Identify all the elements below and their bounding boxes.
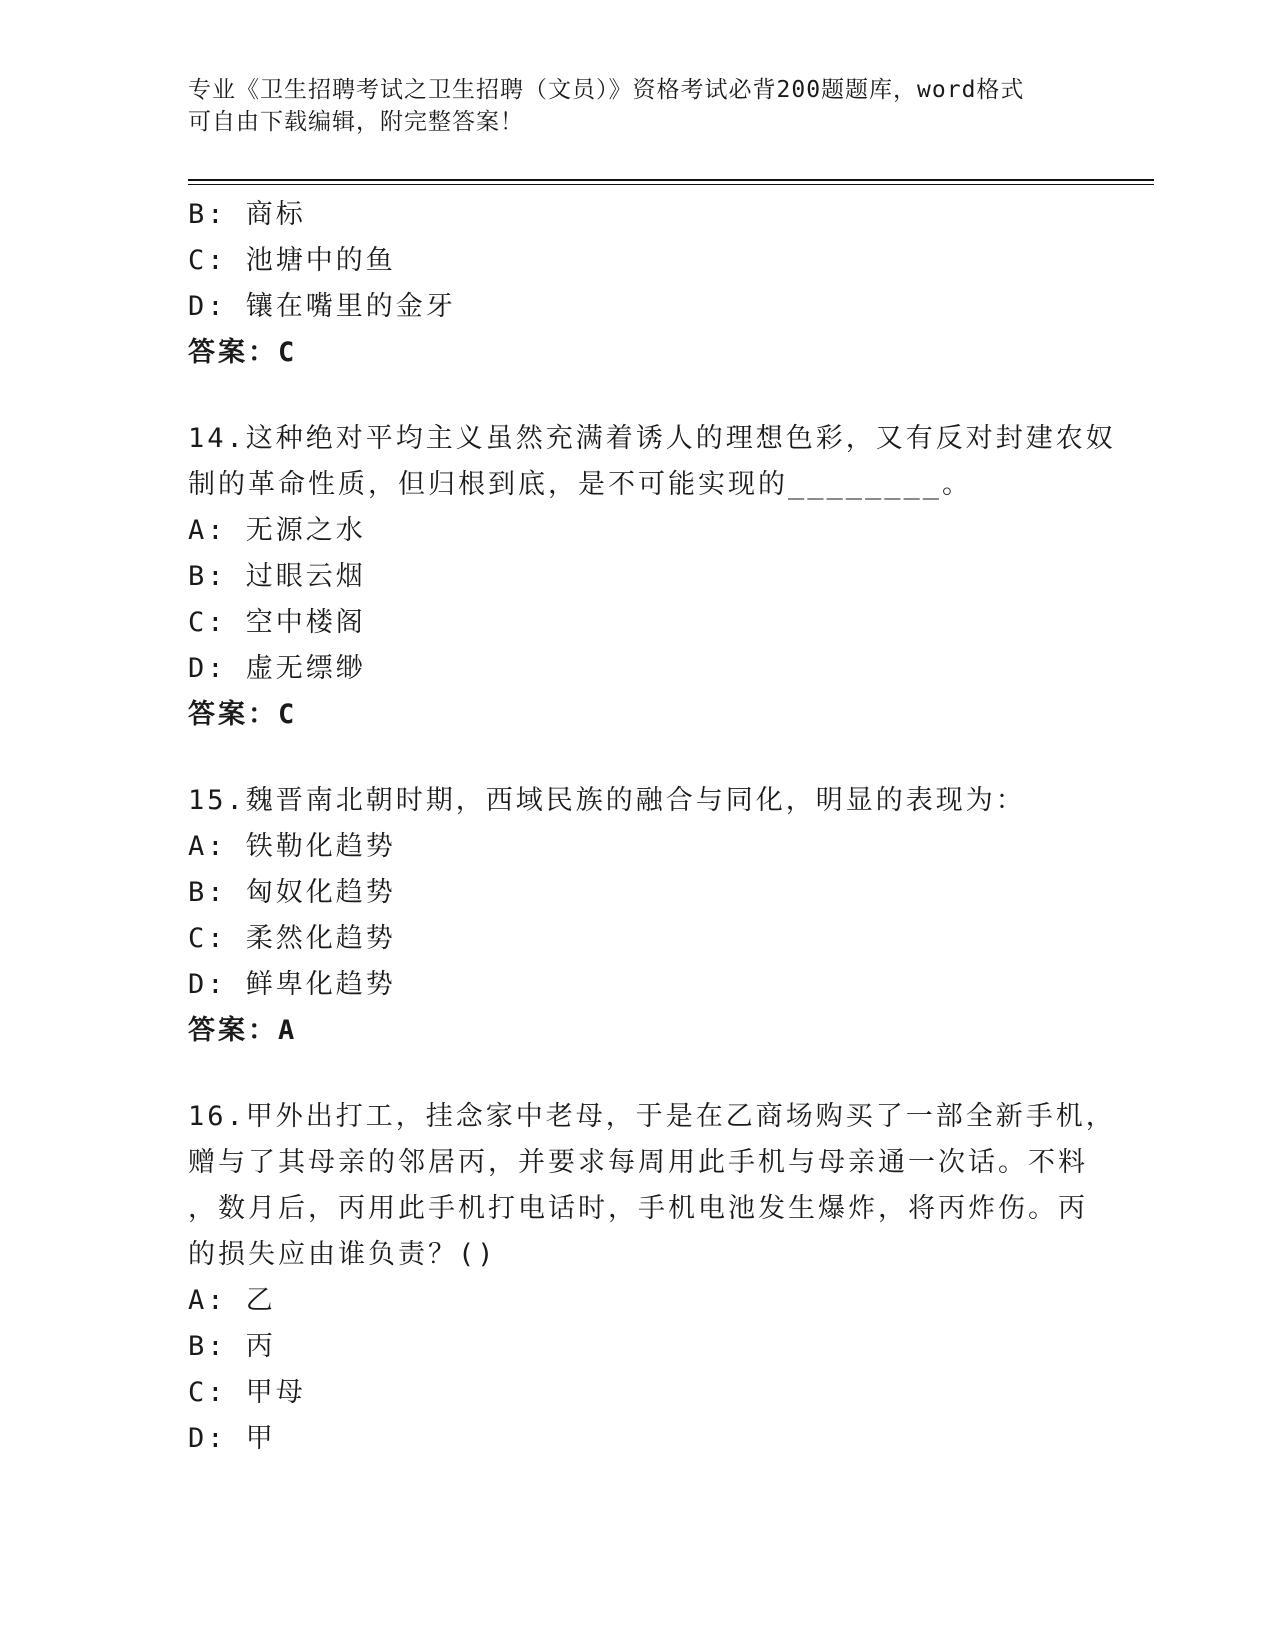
document-body xyxy=(188,192,1116,1462)
question-15 xyxy=(188,778,1088,1054)
question-stem-line: 赠与了其母亲的邻居丙，并要求每周用此手机与母亲通一次话。不料 xyxy=(188,1147,1088,1178)
document-header xyxy=(188,74,1068,138)
header-line-2: 可自由下载编辑，附完整答案！ xyxy=(188,109,524,135)
option-b: B: 丙 xyxy=(188,1331,276,1362)
answer-line: 答案：C xyxy=(188,337,298,368)
question-stem-line: ，数月后，丙用此手机打电话时，手机电池发生爆炸，将丙炸伤。丙 xyxy=(188,1193,1088,1224)
header-line-1: 专业《卫生招聘考试之卫生招聘（文员）》资格考试必背200题题库，word格式 xyxy=(188,77,1025,103)
question-stem-line: 制的革命性质，但归根到底，是不可能实现的________。 xyxy=(188,469,973,500)
header-rule-thin xyxy=(188,184,1154,185)
option-c: C: 池塘中的鱼 xyxy=(188,245,396,276)
question-13-remainder xyxy=(188,192,1088,376)
answer-line: 答案：C xyxy=(188,699,298,730)
question-16 xyxy=(188,1094,1116,1462)
option-d: D: 甲 xyxy=(188,1423,276,1454)
option-b: B: 匈奴化趋势 xyxy=(188,877,396,908)
option-a: A: 乙 xyxy=(188,1285,276,1316)
option-c: C: 柔然化趋势 xyxy=(188,923,396,954)
option-c: C: 甲母 xyxy=(188,1377,306,1408)
option-d: D: 鲜卑化趋势 xyxy=(188,969,396,1000)
question-14 xyxy=(188,416,1116,738)
option-d: D: 虚无缥缈 xyxy=(188,653,366,684)
option-b: B: 商标 xyxy=(188,199,306,230)
option-b: B: 过眼云烟 xyxy=(188,561,366,592)
question-stem-line: 15.魏晋南北朝时期，西域民族的融合与同化，明显的表现为： xyxy=(188,785,1026,816)
answer-line: 答案：A xyxy=(188,1015,298,1046)
option-a: A: 无源之水 xyxy=(188,515,366,546)
option-a: A: 铁勒化趋势 xyxy=(188,831,396,862)
question-stem-line: 16.甲外出打工，挂念家中老母，于是在乙商场购买了一部全新手机， xyxy=(188,1101,1116,1132)
header-rule-thick xyxy=(188,179,1154,181)
option-c: C: 空中楼阁 xyxy=(188,607,366,638)
question-stem-line: 的损失应由谁负责？() xyxy=(188,1239,497,1270)
question-stem-line: 14.这种绝对平均主义虽然充满着诱人的理想色彩，又有反对封建农奴 xyxy=(188,423,1116,454)
option-d: D: 镶在嘴里的金牙 xyxy=(188,291,456,322)
